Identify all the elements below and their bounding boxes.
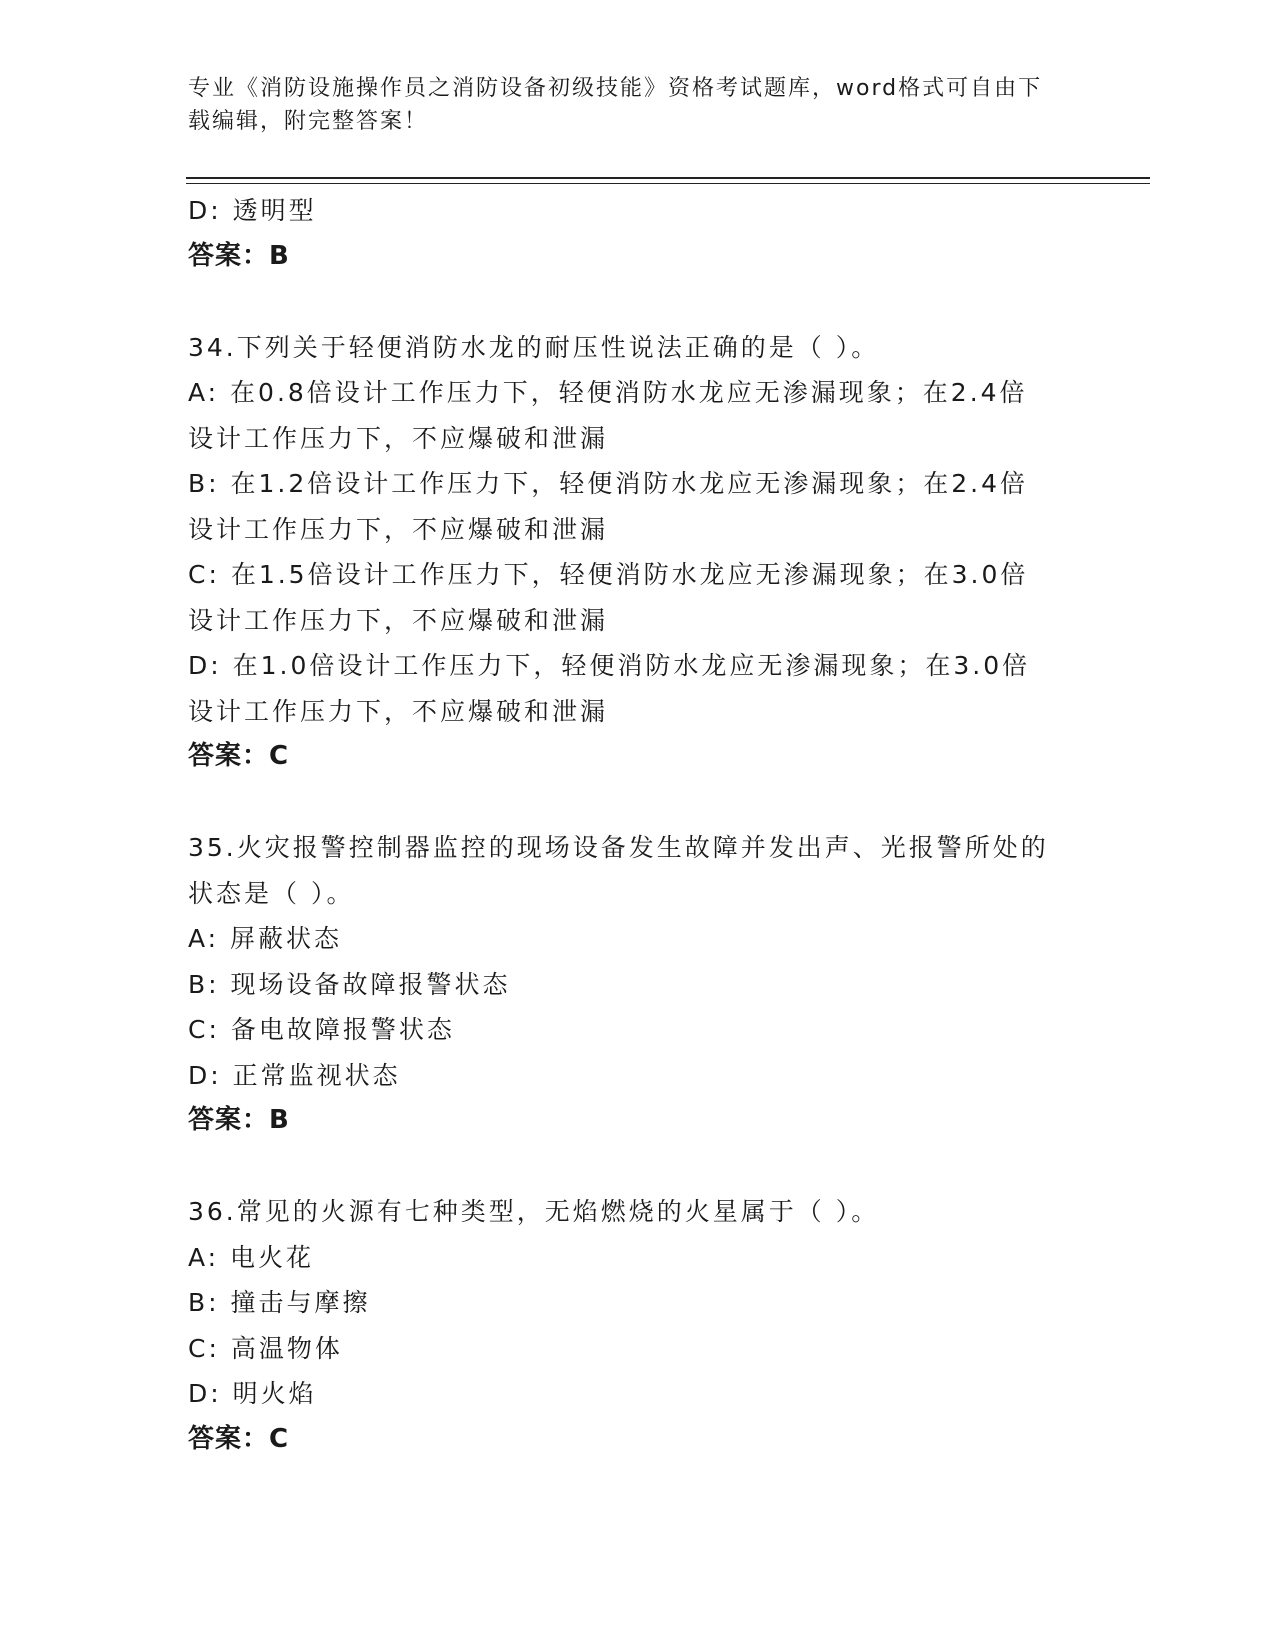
- option-c-cont: 设计工作压力下，不应爆破和泄漏: [188, 605, 609, 635]
- option-c: C: 备电故障报警状态: [188, 1015, 455, 1044]
- option-d: D: 明火焰: [188, 1379, 317, 1408]
- question-stem: 36.常见的火源有七种类型，无焰燃烧的火星属于（ ）。: [188, 1197, 880, 1226]
- option-c: C: 在1.5倍设计工作压力下，轻便消防水龙应无渗漏现象；在3.0倍: [188, 560, 1029, 589]
- question-35: [188, 825, 1088, 1144]
- header-line-1: 专业《消防设施操作员之消防设备初级技能》资格考试题库，word格式可自由下: [188, 76, 1043, 101]
- option-b: B: 现场设备故障报警状态: [188, 969, 511, 999]
- option-d: D: 透明型: [188, 196, 317, 225]
- header-line-2: 载编辑，附完整答案！: [188, 109, 429, 134]
- question-34: [188, 325, 1088, 780]
- option-d: D: 正常监视状态: [188, 1060, 401, 1090]
- header-divider-thin: [186, 183, 1150, 184]
- question-36: [188, 1189, 1088, 1462]
- answer: 答案：B: [188, 240, 290, 271]
- option-b: B: 在1.2倍设计工作压力下，轻便消防水龙应无渗漏现象；在2.4倍: [188, 469, 1029, 498]
- spacer: [188, 780, 1088, 826]
- question-list: [188, 188, 1088, 1462]
- option-c: C: 高温物体: [188, 1333, 343, 1363]
- option-a: A: 电火花: [188, 1242, 315, 1272]
- page-header: [188, 72, 1068, 138]
- option-d: D: 在1.0倍设计工作压力下，轻便消防水龙应无渗漏现象；在3.0倍: [188, 651, 1031, 680]
- answer: 答案：C: [188, 741, 290, 771]
- header-divider-thick: [186, 177, 1150, 179]
- option-a-cont: 设计工作压力下，不应爆破和泄漏: [188, 423, 609, 453]
- question-stem: 34.下列关于轻便消防水龙的耐压性说法正确的是（ ）。: [188, 332, 880, 362]
- option-b: B: 撞击与摩擦: [188, 1288, 371, 1317]
- answer: 答案：C: [188, 1423, 290, 1454]
- question-stem-cont: 状态是（ ）。: [188, 878, 355, 908]
- option-a: A: 屏蔽状态: [188, 924, 343, 953]
- spacer: [188, 279, 1088, 325]
- question-stem: 35.火灾报警控制器监控的现场设备发生故障并发出声、光报警所处的: [188, 833, 1049, 862]
- option-a: A: 在0.8倍设计工作压力下，轻便消防水龙应无渗漏现象；在2.4倍: [188, 378, 1028, 407]
- option-d-cont: 设计工作压力下，不应爆破和泄漏: [188, 696, 609, 726]
- spacer: [188, 1144, 1088, 1190]
- answer: 答案：B: [188, 1105, 290, 1135]
- question-33-tail: [188, 188, 1088, 279]
- option-b-cont: 设计工作压力下，不应爆破和泄漏: [188, 514, 609, 544]
